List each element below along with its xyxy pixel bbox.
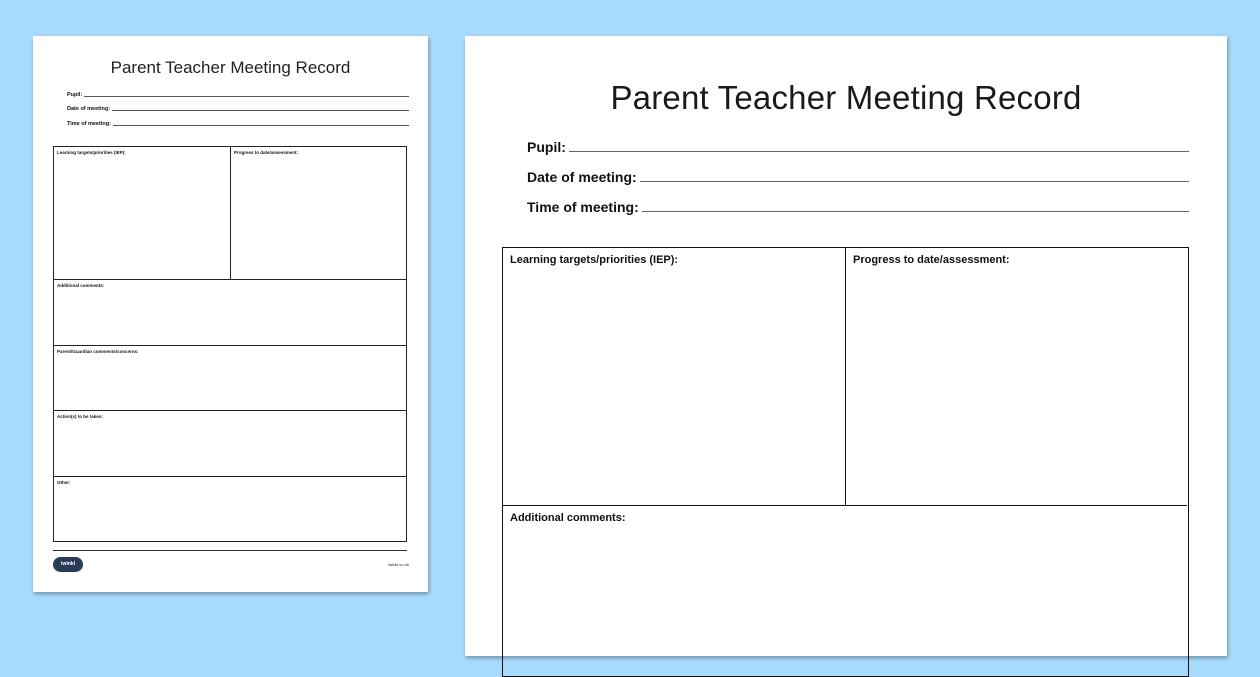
small-pupil-label: Pupil:: [67, 92, 83, 98]
small-parent-comments-cell: [54, 346, 406, 411]
date-label: Date of meeting:: [527, 169, 637, 185]
small-learning-targets-label: Learning targets/priorities (IEP):: [57, 150, 126, 155]
additional-comments-label: Additional comments:: [510, 512, 626, 524]
additional-comments-cell: [503, 506, 1187, 676]
small-date-field: [67, 100, 409, 112]
pupil-field: [527, 135, 1189, 155]
date-line: [640, 181, 1189, 182]
small-form-page: [33, 36, 428, 592]
small-progress-cell: [231, 147, 406, 280]
progress-cell: [846, 248, 1187, 506]
small-form-grid: [53, 146, 407, 542]
time-field: [527, 195, 1189, 215]
small-footer-divider: [53, 550, 407, 551]
pupil-line: [569, 151, 1189, 152]
large-form-title: Parent Teacher Meeting Record: [610, 79, 1082, 116]
small-pupil-field: [67, 86, 409, 98]
small-time-line: [113, 125, 409, 126]
pupil-label: Pupil:: [527, 139, 566, 155]
small-learning-targets-cell: [54, 147, 231, 280]
small-parent-comments-label: Parent/Guardian comments/concerns:: [57, 349, 139, 354]
time-label: Time of meeting:: [527, 199, 639, 215]
small-additional-comments-cell: [54, 280, 406, 346]
learning-targets-label: Learning targets/priorities (IEP):: [510, 254, 679, 266]
small-time-label: Time of meeting:: [67, 121, 111, 127]
small-progress-label: Progress to date/assessment:: [234, 150, 299, 155]
large-form-page: [465, 36, 1227, 656]
small-actions-label: Action(s) to be taken:: [57, 414, 104, 419]
form-grid: [502, 247, 1189, 677]
date-field: [527, 165, 1189, 185]
small-date-line: [112, 110, 409, 111]
small-pupil-line: [84, 96, 409, 97]
time-line: [642, 211, 1189, 212]
learning-targets-cell: [503, 248, 846, 506]
small-time-field: [67, 115, 409, 127]
small-other-cell: [54, 477, 406, 541]
progress-label: Progress to date/assessment:: [853, 254, 1010, 266]
small-actions-cell: [54, 411, 406, 477]
twinkl-logo: twinkl: [53, 557, 83, 572]
small-additional-comments-label: Additional comments:: [57, 283, 105, 288]
footer-url: twinkl.co.uk: [388, 562, 409, 567]
small-date-label: Date of meeting:: [67, 106, 111, 112]
small-other-label: Other:: [57, 480, 71, 485]
small-form-title: Parent Teacher Meeting Record: [110, 58, 351, 77]
